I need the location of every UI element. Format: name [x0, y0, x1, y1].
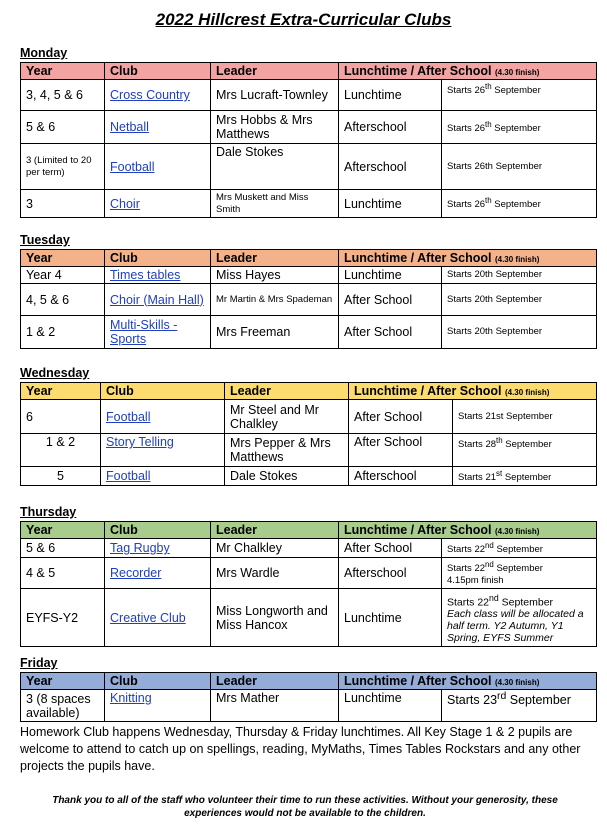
start-text: Starts 22: [447, 563, 486, 575]
start-cell: Starts 20th September: [442, 316, 597, 349]
club-link-tag-rugby[interactable]: Tag Rugby: [110, 541, 170, 556]
club-link-creative-club[interactable]: Creative Club: [110, 610, 186, 625]
start-cell: Starts 21st September: [453, 400, 597, 434]
start-ordinal: rd: [497, 691, 507, 702]
year-cell: Year 4: [21, 267, 105, 284]
start-ordinal: st: [496, 469, 503, 478]
table-row: [21, 144, 597, 190]
start-month: September: [491, 123, 541, 135]
start-text: Starts 21: [458, 472, 497, 484]
start-ordinal: nd: [489, 592, 499, 603]
time-header-label: Lunchtime / After School: [344, 64, 492, 78]
year-cell: 5: [21, 467, 101, 486]
club-cell: [105, 111, 211, 144]
col-header-year: Year: [21, 522, 105, 539]
table-header-row: [21, 63, 597, 80]
start-text: Starts 23: [447, 693, 498, 708]
start-cell: [442, 539, 597, 558]
time-header-note: (4.30 finish): [494, 255, 540, 264]
start-month: September: [502, 439, 552, 451]
club-link-football-afterschool[interactable]: Football: [106, 469, 151, 484]
start-cell: [442, 589, 597, 647]
time-cell: After School: [339, 284, 442, 316]
time-cell: Afterschool: [339, 111, 442, 144]
start-text: Starts 26: [447, 123, 486, 135]
time-cell: After School: [349, 434, 453, 467]
club-link-choir[interactable]: Choir: [110, 196, 140, 211]
col-header-year: Year: [21, 63, 105, 80]
start-text: Starts 26: [447, 199, 486, 211]
time-cell: Afterschool: [349, 467, 453, 486]
col-header-time: [349, 383, 597, 400]
leader-cell: Dale Stokes: [225, 467, 349, 486]
start-month: September: [506, 693, 571, 708]
time-cell: Lunchtime: [339, 190, 442, 218]
leader-cell: Mrs Muskett and Miss Smith: [211, 190, 339, 218]
time-header-label: Lunchtime / After School: [344, 674, 492, 688]
col-header-time: [339, 673, 597, 690]
leader-cell: Miss Longworth and Miss Hancox: [211, 589, 339, 647]
col-header-leader: Leader: [211, 673, 339, 690]
start-text: Starts 26: [447, 85, 486, 97]
col-header-club: Club: [105, 522, 211, 539]
leader-cell: Mr Steel and Mr Chalkley: [225, 400, 349, 434]
club-cell: [105, 190, 211, 218]
start-text: Starts 28: [458, 439, 497, 451]
table-row: [21, 190, 597, 218]
leader-cell: Dale Stokes: [211, 144, 339, 190]
col-header-leader: Leader: [211, 250, 339, 267]
col-header-time: [339, 250, 597, 267]
col-header-year: Year: [21, 250, 105, 267]
col-header-club: Club: [105, 250, 211, 267]
year-cell: 5 & 6: [21, 539, 105, 558]
col-header-club: Club: [101, 383, 225, 400]
time-cell: After School: [349, 400, 453, 434]
table-header-row: [21, 383, 597, 400]
time-cell: Lunchtime: [339, 80, 442, 111]
start-ordinal: nd: [485, 560, 494, 570]
time-header-note: (4.30 finish): [494, 68, 540, 77]
day-heading-thursday: Thursday: [20, 505, 77, 519]
time-cell: Afterschool: [339, 144, 442, 190]
club-cell: [105, 539, 211, 558]
start-month: September: [491, 199, 541, 211]
allocation-note: Each class will be allocated a half term. Y2 Autumn, Y1 Spring, EYFS Summer: [447, 608, 584, 645]
table-row: [21, 434, 597, 467]
start-cell: Starts 26th September: [442, 144, 597, 190]
leader-cell: Mrs Mather: [211, 690, 339, 722]
club-link-story-telling[interactable]: Story Telling: [106, 435, 174, 449]
time-header-label: Lunchtime / After School: [354, 384, 502, 398]
table-row: [21, 690, 597, 722]
start-ordinal: th: [496, 436, 503, 445]
club-link-netball[interactable]: Netball: [110, 120, 149, 134]
col-header-club: Club: [105, 673, 211, 690]
club-link-multi-skills[interactable]: Multi-Skills - Sports: [110, 318, 178, 346]
time-cell: Lunchtime: [339, 690, 442, 722]
time-cell: After School: [339, 316, 442, 349]
col-header-leader: Leader: [211, 522, 339, 539]
year-cell: 4 & 5: [21, 558, 105, 589]
time-header-note: (4.30 finish): [504, 388, 550, 397]
time-cell: Lunchtime: [339, 589, 442, 647]
year-cell: 1 & 2: [21, 434, 101, 467]
leader-cell: Mr Martin & Mrs Spademan: [211, 284, 339, 316]
start-cell: [442, 690, 597, 722]
start-text: Starts 22: [447, 544, 486, 556]
club-cell: [105, 284, 211, 316]
homework-club-note: Homework Club happens Wednesday, Thursday & Friday lunchtimes. All Key Stage 1 & 2 pupils are welcome to attend to catch up on spellings, reading, MyMaths, Times Tables Rockstars and any other projects the pupils have.: [20, 725, 581, 773]
club-cell: [105, 589, 211, 647]
club-cell: [105, 267, 211, 284]
club-link-football[interactable]: Football: [110, 159, 155, 174]
leader-cell: Mrs Hobbs & Mrs Matthews: [211, 111, 339, 144]
table-row: [21, 111, 597, 144]
club-cell: [105, 558, 211, 589]
col-header-year: Year: [21, 673, 105, 690]
tuesday-table: [20, 249, 597, 349]
time-cell: Afterschool: [339, 558, 442, 589]
page-title: 2022 Hillcrest Extra-Curricular Clubs: [155, 10, 452, 29]
finish-time-note: 4.15pm finish: [447, 575, 504, 587]
club-cell: [105, 144, 211, 190]
club-cell: [101, 400, 225, 434]
col-header-club: Club: [105, 63, 211, 80]
col-header-time: [339, 522, 597, 539]
year-cell: 6: [21, 400, 101, 434]
table-header-row: [21, 522, 597, 539]
year-cell: 3, 4, 5 & 6: [21, 80, 105, 111]
day-heading-monday: Monday: [20, 46, 68, 60]
start-ordinal: th: [485, 119, 492, 129]
year-cell: 4, 5 & 6: [21, 284, 105, 316]
start-cell: Starts 20th September: [442, 284, 597, 316]
club-cell: [101, 434, 225, 467]
leader-cell: Mrs Wardle: [211, 558, 339, 589]
table-header-row: [21, 250, 597, 267]
club-link-recorder[interactable]: Recorder: [110, 566, 162, 581]
table-row: [21, 316, 597, 349]
monday-table: [20, 62, 597, 218]
year-cell: 1 & 2: [21, 316, 105, 349]
club-link-football[interactable]: Football: [106, 409, 151, 424]
club-cell: [101, 467, 225, 486]
time-cell: Lunchtime: [339, 267, 442, 284]
start-text: Starts 22: [447, 596, 490, 609]
club-cell: [105, 690, 211, 722]
start-ordinal: th: [485, 196, 492, 206]
table-row: [21, 539, 597, 558]
start-month: September: [493, 563, 543, 575]
table-row: [21, 400, 597, 434]
day-heading-friday: Friday: [20, 656, 58, 670]
start-month: September: [498, 596, 554, 609]
start-month: September: [493, 544, 543, 556]
thursday-table: [20, 521, 597, 647]
year-cell: EYFS-Y2: [21, 589, 105, 647]
club-link-cross-country[interactable]: Cross Country: [110, 88, 190, 102]
start-cell: [442, 558, 597, 589]
table-row: [21, 80, 597, 111]
leader-cell: Mrs Freeman: [211, 316, 339, 349]
start-cell: [453, 434, 597, 467]
table-row: [21, 589, 597, 647]
thank-you-note: Thank you to all of the staff who volunteer their time to run these activities. Without your generosity, these experiences would not be available to the children.: [52, 795, 558, 819]
start-cell: [442, 111, 597, 144]
start-cell: Starts 20th September: [442, 267, 597, 284]
col-header-time: [339, 63, 597, 80]
day-heading-tuesday: Tuesday: [20, 233, 70, 247]
table-row: [21, 467, 597, 486]
day-heading-wednesday: Wednesday: [20, 366, 90, 380]
leader-cell: Miss Hayes: [211, 267, 339, 284]
leader-cell: Mrs Pepper & Mrs Matthews: [225, 434, 349, 467]
year-cell: 3 (Limited to 20 per term): [21, 144, 105, 190]
time-header-note: (4.30 finish): [494, 678, 540, 687]
table-row: [21, 267, 597, 284]
col-header-year: Year: [21, 383, 101, 400]
col-header-leader: Leader: [211, 63, 339, 80]
time-header-note: (4.30 finish): [494, 527, 540, 536]
year-cell: 3: [21, 190, 105, 218]
start-month: September: [502, 472, 552, 484]
start-month: September: [491, 85, 541, 97]
start-cell: [442, 80, 597, 111]
time-header-label: Lunchtime / After School: [344, 523, 492, 537]
start-ordinal: th: [485, 82, 492, 91]
table-row: [21, 284, 597, 316]
club-cell: [105, 316, 211, 349]
start-ordinal: nd: [485, 541, 494, 550]
wednesday-table: [20, 382, 597, 486]
club-link-knitting[interactable]: Knitting: [110, 691, 152, 705]
year-cell: 5 & 6: [21, 111, 105, 144]
friday-table: [20, 672, 597, 722]
start-cell: [453, 467, 597, 486]
year-cell: 3 (8 spaces available): [21, 690, 105, 722]
leader-cell: Mr Chalkley: [211, 539, 339, 558]
time-header-label: Lunchtime / After School: [344, 251, 492, 265]
club-link-choir-main-hall[interactable]: Choir (Main Hall): [110, 292, 204, 307]
table-row: [21, 558, 597, 589]
start-cell: [442, 190, 597, 218]
leader-cell: Mrs Lucraft-Townley: [211, 80, 339, 111]
time-cell: After School: [339, 539, 442, 558]
club-cell: [105, 80, 211, 111]
col-header-leader: Leader: [225, 383, 349, 400]
club-link-times-tables[interactable]: Times tables: [110, 268, 181, 282]
table-header-row: [21, 673, 597, 690]
